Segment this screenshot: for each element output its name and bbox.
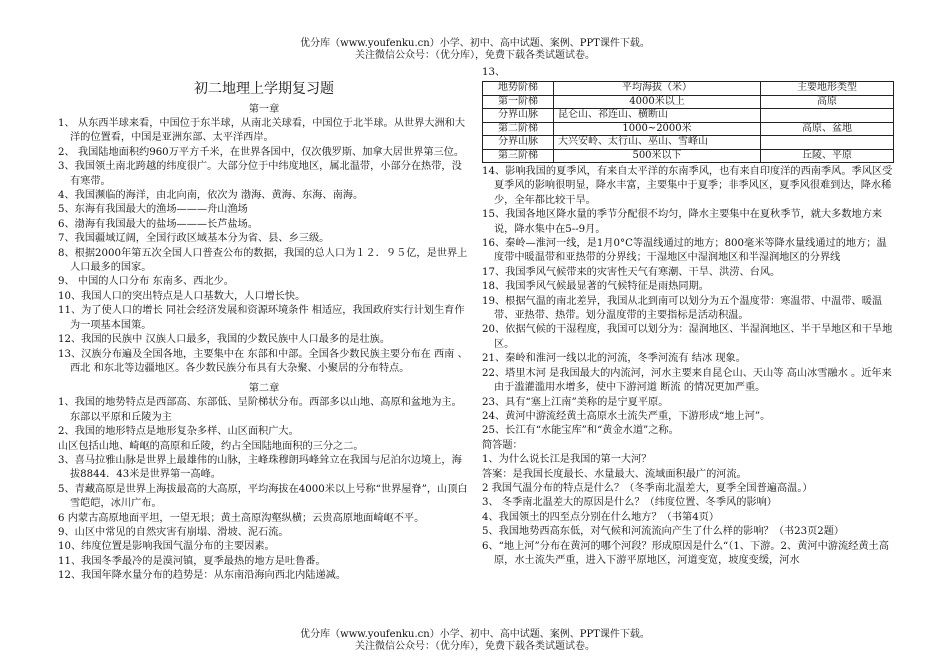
right-column — [482, 66, 894, 568]
qa-item: 6、“地上河”分布在黄河的哪个河段？形成原因是什么“（1、下游。2、黄河中游流经黄土高原，水土流失严重，进入下游平原地区，河道变宽，坡度变缓，河水 — [482, 540, 889, 566]
table-cell: 丘陵、平原 — [761, 149, 894, 163]
chapter-1-heading: 第一章 — [248, 104, 280, 115]
list-item: 14、影响我国的夏季风，有来自太平洋的东南季风，也有来自印度洋的西南季风。季风区受夏季风的影响很明显，降水丰富，主要集中于夏季；非季风区，夏季风很难到达，降水稀少，全年都比较干旱。 — [482, 166, 893, 206]
chapter-1-list — [58, 117, 470, 376]
table-row — [483, 136, 894, 150]
list-item: 20、依据气候的干湿程度，我国可以划分为：湿润地区、半湿润地区、半干旱地区和干旱地区。 — [482, 324, 893, 350]
table-header-row — [483, 82, 894, 96]
qa-item: 1、为什么说长江是我国的第一大河？ — [482, 454, 652, 466]
table-cell: 第一阶梯 — [483, 95, 554, 109]
list-item: 5、东海有我国最大的渔场———舟山渔场 — [58, 204, 248, 216]
qa-item: 3、 冬季南北温差大的原因是什么？（纬度位置、冬季风的影响） — [482, 497, 777, 509]
list-item: 1、 从东西半球来看，中国位于东半球，从南北关球看，中国位于北半球。从世界大洲和大洋的位置看，中国是亚洲东部、太平洋西岸。 — [58, 118, 466, 144]
list-item: 3、我国领土南北跨越的纬度很广。大部分位于中纬度地区，属北温带，小部分在热带，没有寒带。 — [58, 161, 462, 187]
list-item: 17、我国季风气候带来的灾害性天气有寒潮、干旱、洪涝、台风。 — [482, 266, 781, 278]
table-cell: 第三阶梯 — [483, 149, 554, 163]
table-cell: 高原 — [761, 95, 894, 109]
list-item: 8、根据2000年第五次全国人口普查公布的数据，我国的总人口为１２．９５亿，是世界上人口最多的国家。 — [58, 247, 468, 274]
chapter-2-list — [58, 396, 470, 583]
footer-line-2: 关注微信公众号：（优分库），免费下载各类试题试卷。 — [355, 641, 595, 652]
list-item: 18、我国季风气候最显著的气候特征是雨热同期。 — [482, 281, 709, 293]
qa-item: 2 我国气温分布的特点是什么？（冬季南北温差大，夏季全国普遍高温。） — [482, 482, 813, 494]
list-item: 5、青藏高原是世界上海拔最高的大高原，平均海拔在4000米以上号称“世界屋脊”，山顶白雪皑皑，冰川广布。 — [58, 483, 468, 510]
list-item: 7、我国疆域辽阔，全国行政区域基本分为省、县、乡三级。 — [58, 233, 330, 245]
terrain-steps-table — [482, 81, 894, 163]
list-item: 25、长江有“水能宝库”和“黄金水道”之称。 — [482, 425, 679, 437]
list-item: 23、具有“塞上江南”美称的是宁夏平原。 — [482, 396, 669, 408]
table-cell: 分界山脉 — [483, 136, 554, 150]
table-cell: 大兴安岭、太行山、巫山、雪峰山 — [554, 136, 761, 150]
table-label: 13、 — [482, 67, 506, 78]
list-item: 12、我国年降水量分布的趋势是：从东南沿海向西北内陆递减。 — [58, 570, 347, 582]
chapter-2-heading: 第二章 — [248, 383, 280, 395]
list-item: 6、渤海有我国最大的盐场———长芦盐场。 — [58, 218, 259, 230]
header-line-2: 关注微信公众号：（优分库），免费下载各类试题试卷。 — [355, 50, 595, 61]
list-item: 21、秦岭和淮河一线以北的河流，冬季河流有 结冰 现象。 — [482, 353, 746, 365]
list-item: 3、喜马拉雅山脉是世界上最雄伟的山脉，主峰珠穆朗玛峰耸立在我国与尼泊尔边境上，海拔8844．43米是世界第一高峰。 — [58, 454, 462, 481]
table-cell: 昆仑山、祁连山、横断山 — [554, 109, 761, 123]
table-row — [483, 122, 894, 136]
table-cell: 分界山脉 — [483, 109, 554, 123]
table-cell: 4000米以上 — [554, 95, 761, 109]
list-item: 11、为了使人口的增长 同社会经济发展和资源环境条件 相适应，我国政府实行计划生育作为一项基本国策。 — [58, 305, 465, 331]
table-cell: 1000~2000米 — [554, 122, 761, 136]
qa-list — [482, 453, 894, 568]
list-item: 24、黄河中游流经黄土高原水土流失严重，下游形成“地上河”。 — [482, 410, 771, 422]
list-item: 1、我国的地势特点是西部高、东部低、呈阶梯状分布。西部多以山地、高原和盆地为主。东部以平原和丘陵为主 — [58, 397, 462, 423]
list-item: 2、我国的地形特点是地形复杂多样、山区面积广大。 — [58, 426, 299, 438]
list-item: 16、秦岭—淮河一线，是1月0°C等温线通过的地方；800毫米等降水量线通过的地方；温度带中暖温带和亚热带的分界线；干湿地区中湿润地区和半湿润地区的分界线 — [482, 238, 887, 264]
qa-item: 5、我国地势西高东低，对气候和河流流向产生了什么样的影响？（书23页2题） — [482, 526, 845, 538]
table-header-cell: 地势阶梯 — [483, 82, 554, 96]
right-items-list — [482, 165, 894, 439]
table-row — [483, 95, 894, 109]
list-item: 4、我国濒临的海洋，由北向南，依次为 渤海、黄海、东海、南海。 — [58, 190, 364, 202]
page-footer — [0, 629, 950, 653]
page-header — [0, 38, 950, 62]
left-column — [58, 80, 470, 584]
list-item: 6 内蒙古高原地面平坦，一望无垠；黄土高原沟壑纵横；云贵高原地面崎岖不平。 — [58, 512, 425, 524]
qa-heading: 简答题： — [482, 439, 523, 451]
list-item: 19、根据气温的南北差异，我国从北到南可以划分为五个温度带：寒温带、中温带、暖温带、亚热带、热带。划分温度带的主要指标是活动积温。 — [482, 295, 883, 322]
table-cell: 高原、盆地 — [761, 122, 894, 136]
list-item: 山区包括山地、崎岖的高原和丘陵，约占全国陆地面积的三分之二。 — [58, 440, 364, 452]
table-body — [483, 95, 894, 163]
table-header-cell: 主要地形类型 — [761, 82, 894, 96]
header-line-1: 优分库（www.youfenku.cn）小学、初中、高中试题、案例、PPT课件下载。 — [300, 38, 650, 49]
qa-item: 4、我国领土的四至点分别在什么地方？（书第4页） — [482, 511, 720, 523]
list-item: 13、汉族分布遍及全国各地，主要集中在 东部和中部。全国各少数民族主要分布在 西南 、西北 和东北等边疆地区。各少数民族分布具有大杂聚、小聚居的分布特点。 — [58, 348, 468, 374]
list-item: 12、我国的民族中 汉族人口最多，我国的少数民族中人口最多的是壮族。 — [58, 334, 391, 346]
list-item: 11、我国冬季最冷的是漠河镇，夏季最热的地方是吐鲁番。 — [58, 555, 326, 567]
table-cell: 第二阶梯 — [483, 122, 554, 136]
document-title: 初二地理上学期复习题 — [194, 81, 334, 97]
table-cell — [761, 136, 894, 150]
table-cell — [761, 109, 894, 123]
footer-line-1: 优分库（www.youfenku.cn）小学、初中、高中试题、案例、PPT课件下载。 — [300, 629, 650, 640]
list-item: 22、塔里木河 是我国最大的内流河，河水主要来自昆仑山、天山等 高山冰雪融水 。近年来由于滥灌滥用水增多，使中下游河道 断流 的情况更加严重。 — [482, 367, 892, 394]
list-item: 2、 我国陆地面积约960万平方千米，在世界各国中，仅次俄罗斯、加拿大居世界第三位。 — [58, 146, 465, 158]
table-header-cell: 平均海拔（米） — [554, 82, 761, 96]
qa-item: 答案：是我国长度最长、水量最大、流域面积最广的河流。 — [482, 468, 747, 480]
table-cell: 500米以下 — [554, 149, 761, 163]
list-item: 9、 中国的人口分布 东南多、西北少。 — [58, 276, 234, 288]
list-item: 10、纬度位置是影响我国气温分布的主要因素。 — [58, 541, 275, 553]
table-row — [483, 149, 894, 163]
list-item: 10、我国人口的突出特点是人口基数大，人口增长快。 — [58, 290, 306, 302]
table-row — [483, 109, 894, 123]
list-item: 15、我国各地区降水量的季节分配很不均匀，降水主要集中在夏秋季节，就大多数地方来说，降水集中在5--9月。 — [482, 209, 883, 235]
list-item: 9、山区中常见的自然灾害有崩塌、滑坡、泥石流。 — [58, 526, 289, 538]
